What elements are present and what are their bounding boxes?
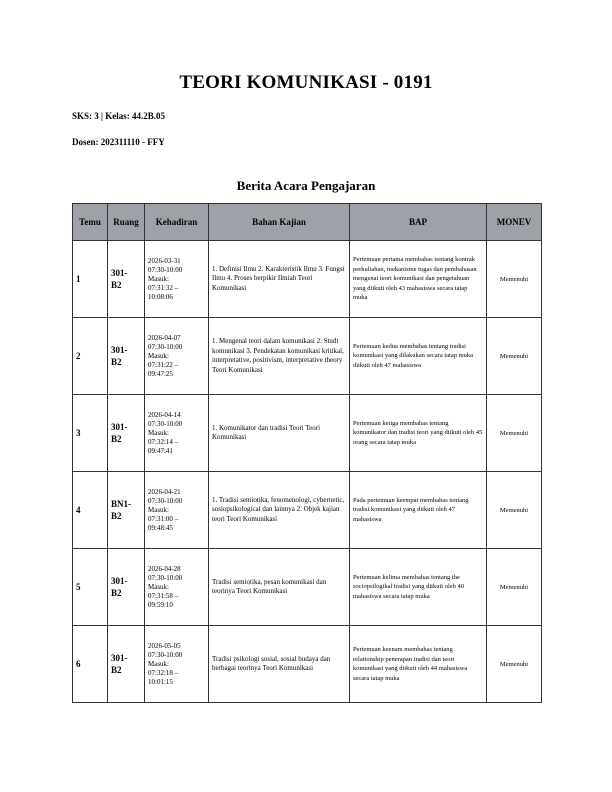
kehadiran-label: Masuk: (148, 428, 169, 437)
kehadiran-out: 09:47:25 (148, 369, 173, 378)
ruang-line: B2 (111, 357, 122, 367)
kehadiran-cell (145, 318, 209, 395)
header-kehadiran: Kehadiran (145, 204, 209, 241)
monev-cell: Memenuhi (487, 241, 542, 318)
ruang-line: B2 (111, 588, 122, 598)
bap-table (72, 203, 542, 703)
kehadiran-cell (145, 395, 209, 472)
temu-cell: 3 (73, 395, 108, 472)
header-bahan-kajian: Bahan Kajian (209, 204, 350, 241)
bap-cell: Pertemuan pertama membahas tentang kontrak perkuliahan, mekanisme tugas dan pembahasan mengenai teori komunikasi dan pengetahuan yang diikuti oleh 43 mahasiswa secara tatap muka (350, 241, 487, 318)
kehadiran-schedule: 07:30-10:00 (148, 419, 183, 428)
page-title: TEORI KOMUNIKASI - 0191 (179, 72, 433, 93)
ruang-cell (108, 318, 145, 395)
kehadiran-label: Masuk: (148, 505, 169, 514)
ruang-line: 301- (111, 268, 128, 278)
ruang-line: 301- (111, 653, 128, 663)
bahan-kajian-cell: Tradisi psikologi sosial, sosial budaya dan berbagai teorinya Teori Komunikasi (209, 626, 350, 703)
ruang-cell (108, 626, 145, 703)
temu-cell: 6 (73, 626, 108, 703)
ruang-cell (108, 395, 145, 472)
bap-cell: Pertemuan kelima membahas tentang the sociopsilogikal tradisi yang diikuti oleh 40 mahasiswa secara tatap muka (350, 549, 487, 626)
kehadiran-in: 07:32:14 – (148, 437, 179, 446)
monev-cell: Memenuhi (487, 549, 542, 626)
temu-cell: 2 (73, 318, 108, 395)
kehadiran-label: Masuk: (148, 351, 169, 360)
kehadiran-date: 2026-04-14 (148, 410, 181, 419)
kehadiran-out: 09:47:41 (148, 446, 173, 455)
kehadiran-out: 09:48:45 (148, 523, 173, 532)
kehadiran-schedule: 07:30-10:00 (148, 650, 183, 659)
table-header-row (73, 204, 542, 241)
bap-cell: Pertemuan ketiga membahas tentang komunikator dan tradisi teori yang diikuti oleh 45 orang secara tatap muka (350, 395, 487, 472)
bahan-kajian-cell: 1. Definisi Ilmu 2. Karakteristik Ilmu 3. Fungsi Ilmu 4. Proses berpikir Ilmiah Teori Komunikasi (209, 241, 350, 318)
monev-cell: Memenuhi (487, 395, 542, 472)
header-ruang: Ruang (108, 204, 145, 241)
kehadiran-in: 07:31:22 – (148, 360, 179, 369)
kehadiran-in: 07:32:18 – (148, 668, 179, 677)
ruang-line: BN1- (111, 499, 131, 509)
table-row (73, 626, 542, 703)
table-row (73, 472, 542, 549)
table-row (73, 241, 542, 318)
kehadiran-date: 2026-05-05 (148, 641, 181, 650)
header-bap: BAP (350, 204, 487, 241)
sks-kelas-info: SKS: 3 | Kelas: 44.2B.05 (72, 111, 165, 121)
bap-cell: Pertemuan kedua membahas tentang tradisi komunikasi yang dilakukan secara tatap muka diikuti oleh 47 mahasiswa (350, 318, 487, 395)
kehadiran-label: Masuk: (148, 274, 169, 283)
ruang-line: B2 (111, 434, 122, 444)
kehadiran-out: 09:59:10 (148, 600, 173, 609)
kehadiran-date: 2026-04-21 (148, 487, 181, 496)
bap-cell: Pada pertemuan keempat membahas tentang tradisi komunikasi yang diikuti oleh 47 mahasiswa (350, 472, 487, 549)
temu-cell: 4 (73, 472, 108, 549)
section-title: Berita Acara Pengajaran (236, 178, 376, 193)
monev-cell: Memenuhi (487, 472, 542, 549)
ruang-line: B2 (111, 511, 122, 521)
bap-cell: Pertemuan keenam membahas tentang relationship penerapan tradisi dan teori komunikasi yang diikuti oleh 44 mahasiswa secara tatap muka (350, 626, 487, 703)
table-row (73, 395, 542, 472)
dosen-info: Dosen: 202311110 - FFY (72, 137, 165, 147)
kehadiran-in: 07:31:58 – (148, 591, 179, 600)
kehadiran-cell (145, 626, 209, 703)
kehadiran-cell (145, 549, 209, 626)
ruang-cell (108, 241, 145, 318)
kehadiran-cell (145, 241, 209, 318)
bahan-kajian-cell: 1. Komunikator dan tradisi Teori Teori Komunikasi (209, 395, 350, 472)
table-row (73, 318, 542, 395)
ruang-line: 301- (111, 422, 128, 432)
bahan-kajian-cell: Tradisi semiotika, pesan komunikasi dan teorinya Teori Komunikasi (209, 549, 350, 626)
temu-cell: 5 (73, 549, 108, 626)
header-monev: MONEV (487, 204, 542, 241)
kehadiran-in: 07:31:00 – (148, 514, 179, 523)
ruang-line: 301- (111, 576, 128, 586)
kehadiran-schedule: 07:30-10:00 (148, 573, 183, 582)
monev-cell: Memenuhi (487, 626, 542, 703)
kehadiran-schedule: 07:30-10:00 (148, 496, 183, 505)
kehadiran-out: 10:08:06 (148, 292, 173, 301)
bahan-kajian-cell: 1. Mengenal teori dalam komunikasi 2. Studi komunikasi 3. Pendekatan komunikasi kritikal, interpretative, positivism, interpretative theory Teori Komunikasi (209, 318, 350, 395)
kehadiran-label: Masuk: (148, 659, 169, 668)
table-row (73, 549, 542, 626)
kehadiran-schedule: 07:30-10:00 (148, 342, 183, 351)
monev-cell: Memenuhi (487, 318, 542, 395)
kehadiran-label: Masuk: (148, 582, 169, 591)
ruang-line: 301- (111, 345, 128, 355)
ruang-line: B2 (111, 280, 122, 290)
ruang-cell (108, 472, 145, 549)
ruang-line: B2 (111, 665, 122, 675)
kehadiran-in: 07:31:32 – (148, 283, 179, 292)
header-temu: Temu (73, 204, 108, 241)
ruang-cell (108, 549, 145, 626)
bahan-kajian-cell: 1. Tradisi semiotika, fenomenologi, cybernetic, sosiopsikological dan lainnya 2. Objek kajian teori Teori Komunikasi (209, 472, 350, 549)
kehadiran-cell (145, 472, 209, 549)
temu-cell: 1 (73, 241, 108, 318)
kehadiran-date: 2026-04-28 (148, 564, 181, 573)
kehadiran-out: 10:01:15 (148, 677, 173, 686)
kehadiran-date: 2026-03-31 (148, 256, 181, 265)
kehadiran-date: 2026-04-07 (148, 333, 181, 342)
kehadiran-schedule: 07:30-10:00 (148, 265, 183, 274)
